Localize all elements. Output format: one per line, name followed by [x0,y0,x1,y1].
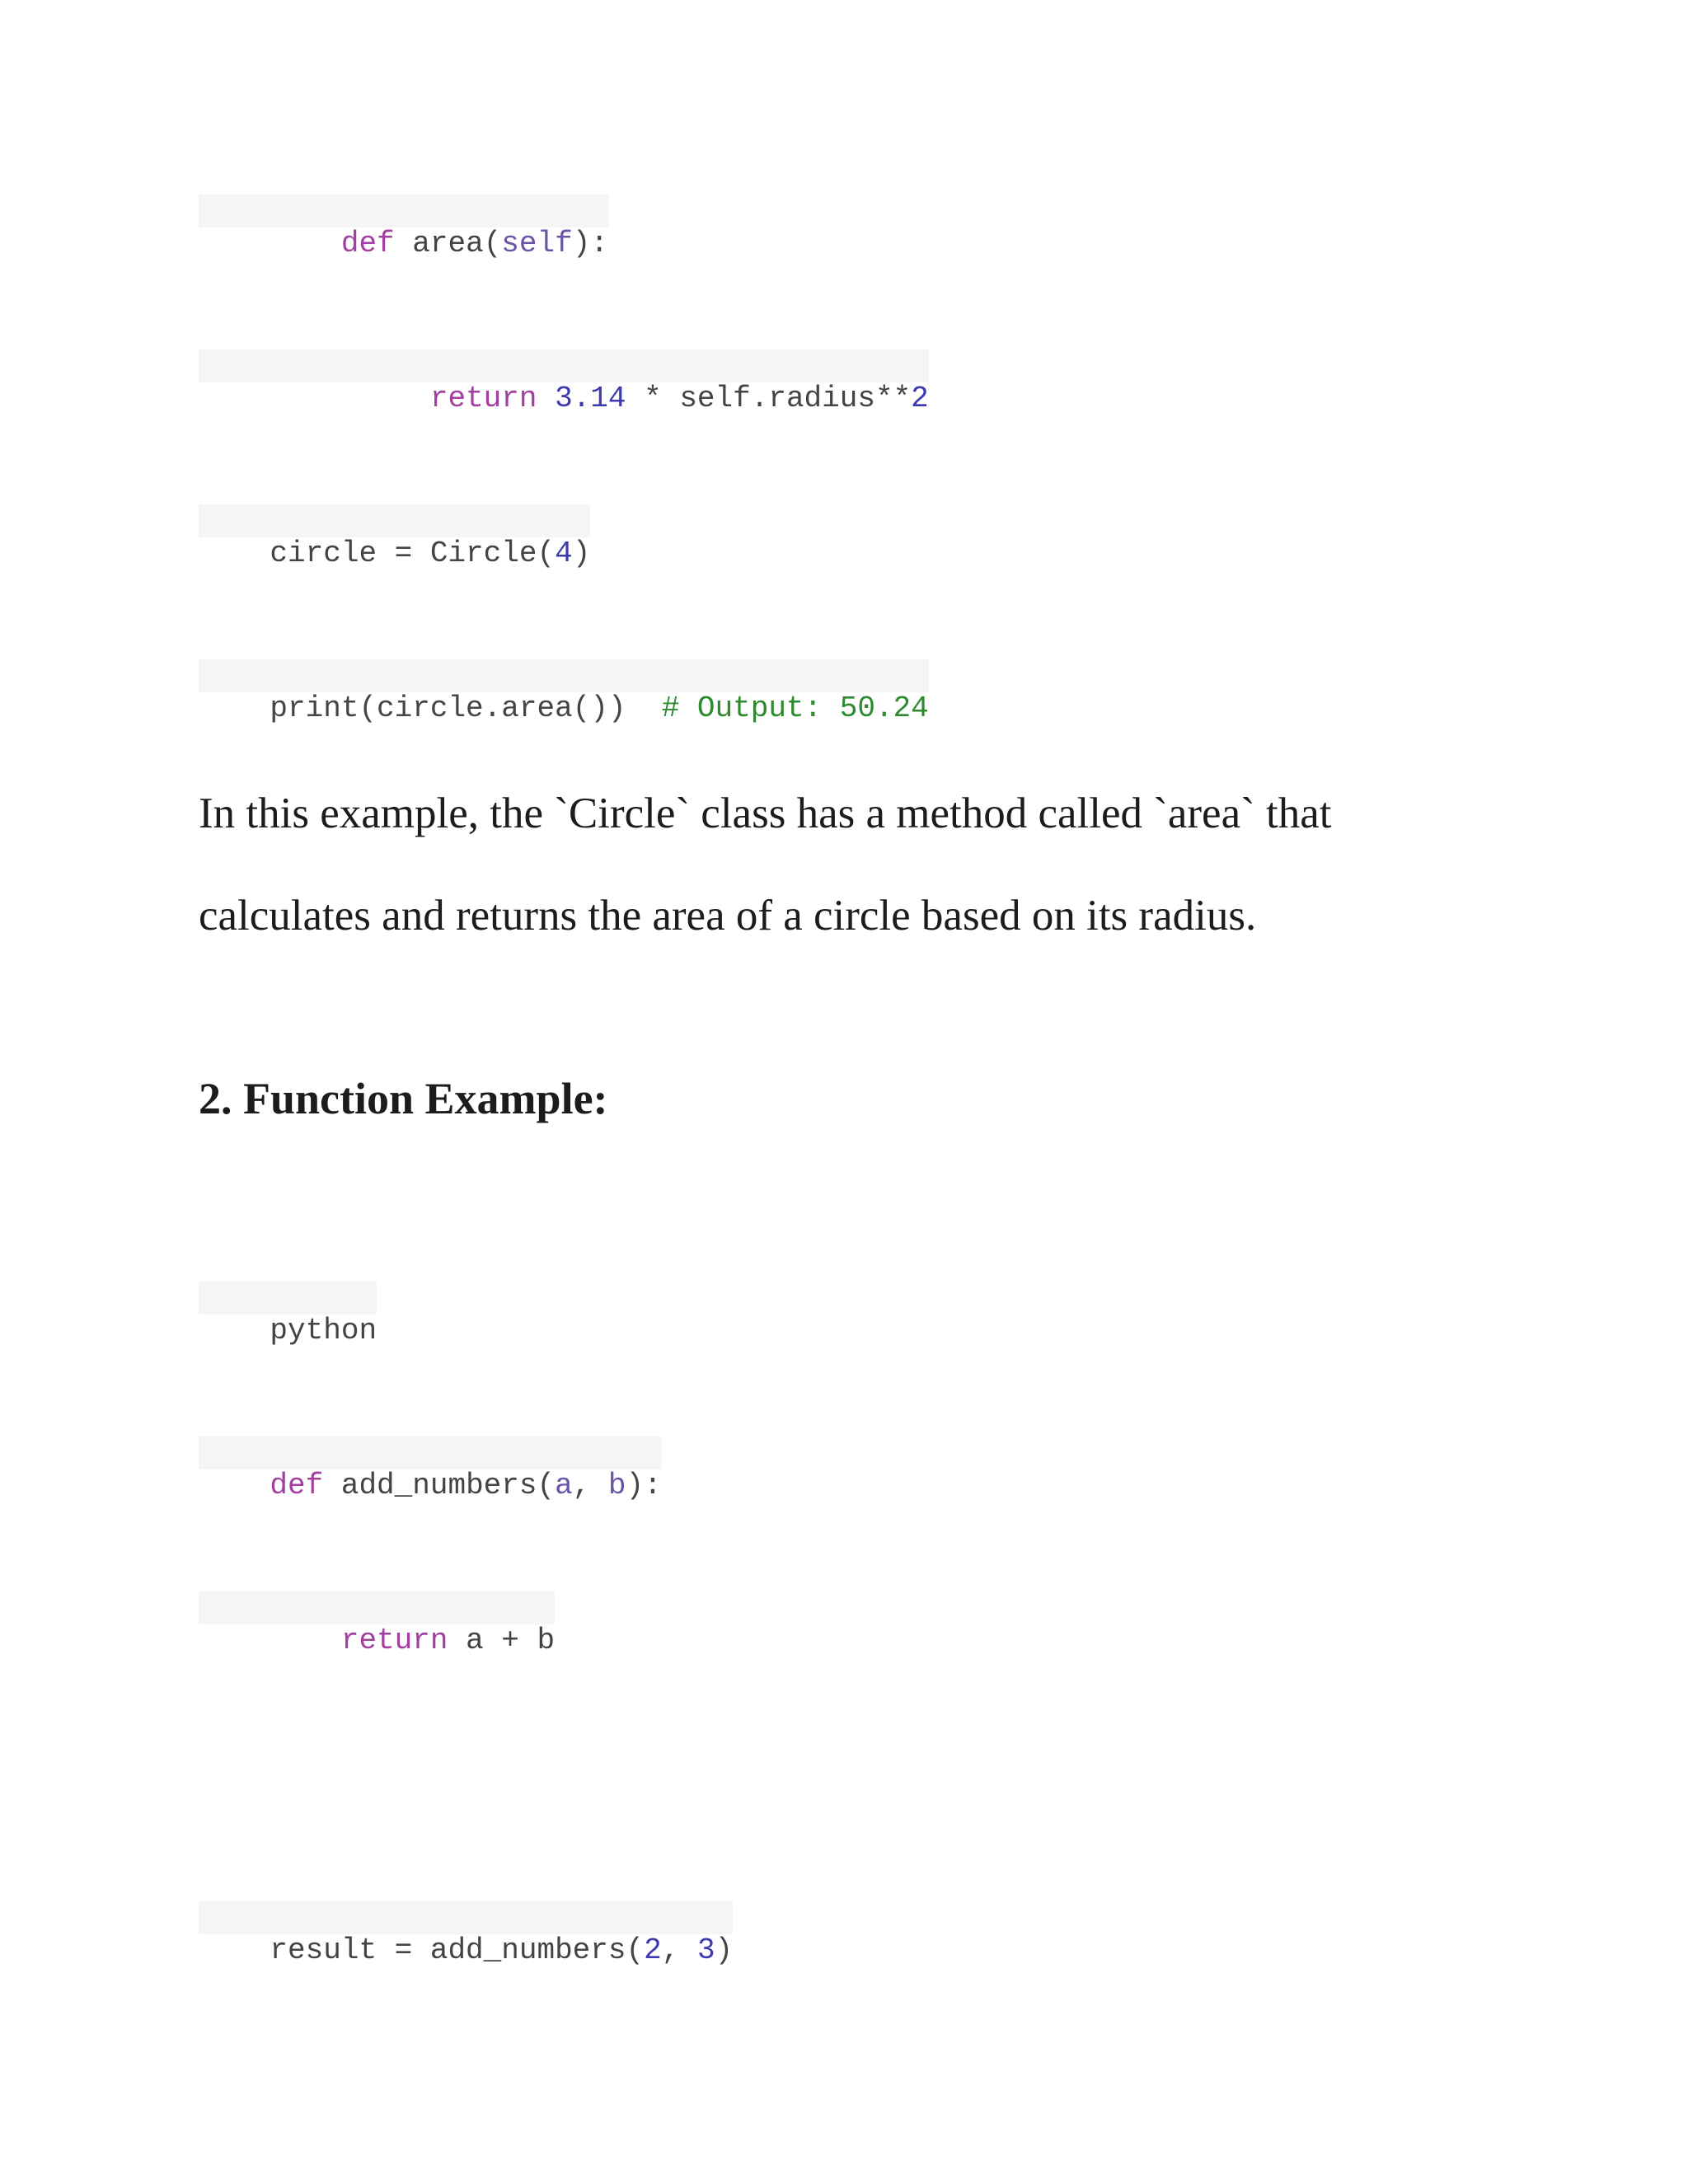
code-line-circle-assign [199,504,591,570]
code-print-call: print(circle.area()) [270,691,662,725]
code-lang-text: python [270,1314,377,1347]
code-keyword: return [429,382,537,415]
code-paren-close: ): [572,227,608,260]
code-line-def-add-numbers [199,1436,662,1502]
paragraph-line: In this example, the `Circle` class has a method called `area` that [199,790,1332,837]
paragraph-explanation [199,762,1484,967]
paragraph-line: calculates and returns the area of a circle based on its radius. [199,892,1257,940]
code-self-param: self [501,227,573,260]
code-paren-open: ( [483,227,502,260]
code-indent [270,1624,340,1657]
code-function-name: add_numbers( [323,1469,556,1502]
code-param-a: a [555,1469,573,1502]
code-number: 4 [555,537,573,570]
code-line-return-area [199,349,929,415]
code-line-print [199,659,929,725]
code-indent [270,227,340,260]
code-assignment: result = add_numbers( [270,1933,645,1967]
code-keyword: def [270,1469,324,1502]
section-heading: 2. Function Example: [199,1074,608,1123]
code-comment: # Output: 50.24 [661,691,929,725]
code-paren-close: ) [572,537,591,570]
code-line-return-sum [199,1591,556,1657]
code-number: 2 [911,382,929,415]
code-indent [270,382,429,415]
code-number: 3 [696,1933,715,1967]
code-number: 3.14 [555,382,626,415]
code-number: 2 [644,1933,662,1967]
code-paren-close: ) [715,1933,734,1967]
code-function-name: area [394,227,484,260]
code-param-b: b [607,1469,626,1502]
code-expression: a + b [448,1624,556,1657]
code-line-result-assign [199,1901,734,1967]
code-paren-close: ): [626,1469,662,1502]
code-line-def-area [199,194,608,260]
code-comma: , [572,1469,608,1502]
code-language-label [199,1282,377,1347]
code-comma: , [661,1933,697,1967]
code-assignment: circle = Circle( [270,537,556,570]
code-space [537,382,555,415]
code-keyword: return [340,1624,448,1657]
code-expression: * self.radius** [626,382,912,415]
code-keyword: def [340,227,395,260]
